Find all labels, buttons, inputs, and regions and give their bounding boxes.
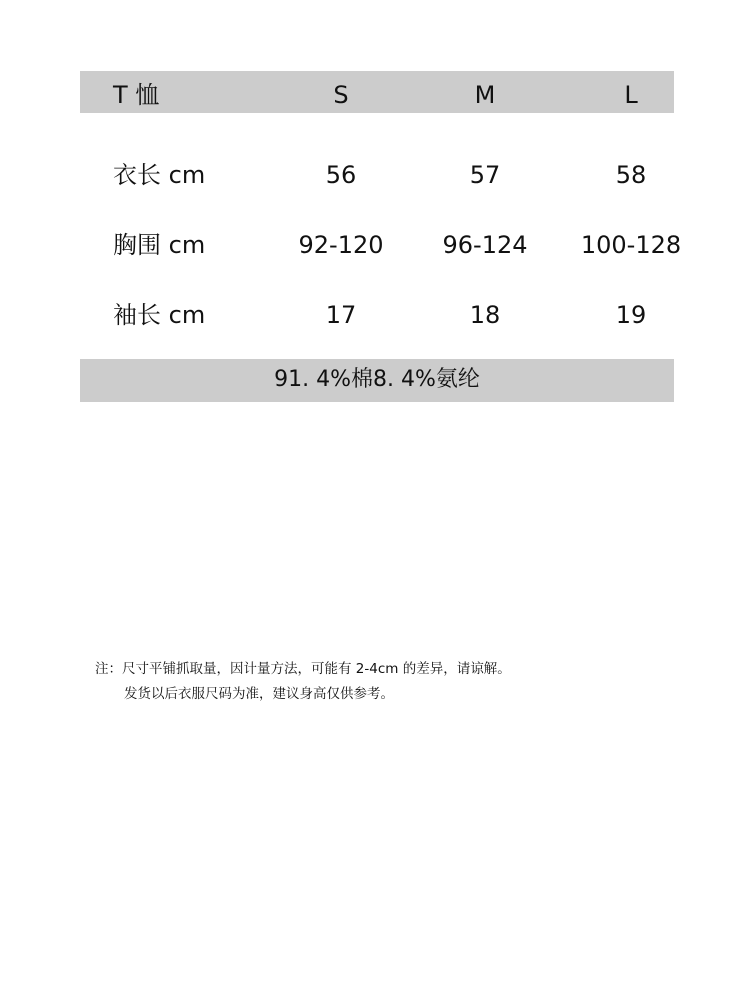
row-label-sleeve: 袖长 cm xyxy=(113,301,206,329)
chest-l-value: 100-128 xyxy=(580,231,682,259)
sleeve-l-value: 19 xyxy=(615,301,647,329)
size-table-header-band xyxy=(80,71,674,113)
length-m-value: 57 xyxy=(469,161,501,189)
size-s-header: S xyxy=(333,81,349,109)
chest-m-value: 96-124 xyxy=(442,231,528,259)
size-m-header: M xyxy=(474,81,496,109)
sizing-advice-note: 发货以后衣服尺码为准，建议身高仅供参考。 xyxy=(124,686,394,702)
material-composition: 91. 4%棉8. 4%氨纶 xyxy=(274,367,480,392)
measurement-note: 注：尺寸平铺抓取量，因计量方法，可能有 2-4cm 的差异，请谅解。 xyxy=(95,661,511,677)
product-name-header: T 恤 xyxy=(113,81,160,109)
sleeve-s-value: 17 xyxy=(325,301,357,329)
length-s-value: 56 xyxy=(325,161,357,189)
size-l-header: L xyxy=(624,81,638,109)
sleeve-m-value: 18 xyxy=(469,301,501,329)
chest-s-value: 92-120 xyxy=(298,231,384,259)
row-label-length: 衣长 cm xyxy=(113,161,206,189)
row-label-chest: 胸围 cm xyxy=(113,231,206,259)
length-l-value: 58 xyxy=(615,161,647,189)
